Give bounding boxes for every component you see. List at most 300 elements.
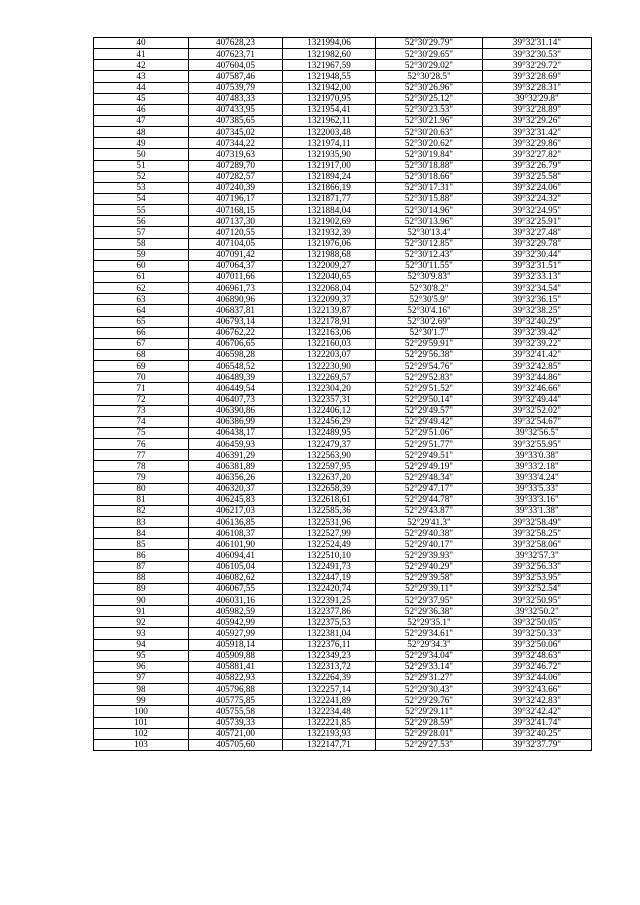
- latitude-cell: 52°29'52.83": [376, 372, 483, 383]
- point-number-cell: 102: [94, 728, 189, 739]
- longitude-cell: 39°32'54.67": [483, 416, 592, 427]
- table-row: [94, 494, 592, 505]
- longitude-cell: 39°32'40.25": [483, 728, 592, 739]
- latitude-cell: 52°30'29.79": [376, 38, 483, 49]
- longitude-cell: 39°32'42.85": [483, 361, 592, 372]
- longitude-cell: 39°32'50.95": [483, 595, 592, 606]
- latitude-cell: 52°30'21.96": [376, 115, 483, 126]
- point-number-cell: 63: [94, 294, 189, 305]
- longitude-cell: 39°32'56.5": [483, 427, 592, 438]
- point-number-cell: 81: [94, 494, 189, 505]
- longitude-cell: 39°32'29.72": [483, 60, 592, 71]
- x-coordinate-cell: 406793,14: [189, 316, 283, 327]
- table-row: [94, 205, 592, 216]
- table-row: [94, 60, 592, 71]
- latitude-cell: 52°30'29.02": [376, 60, 483, 71]
- y-coordinate-cell: 1322269,57: [283, 372, 376, 383]
- longitude-cell: 39°33'2.18": [483, 461, 592, 472]
- longitude-cell: 39°32'55.95": [483, 439, 592, 450]
- latitude-cell: 52°30'1.7": [376, 327, 483, 338]
- x-coordinate-cell: 405822,93: [189, 673, 283, 684]
- x-coordinate-cell: 407168,15: [189, 205, 283, 216]
- y-coordinate-cell: 1322234,48: [283, 706, 376, 717]
- y-coordinate-cell: 1321948,55: [283, 71, 376, 82]
- longitude-cell: 39°32'58.25": [483, 528, 592, 539]
- longitude-cell: 39°32'28.31": [483, 82, 592, 93]
- point-number-cell: 90: [94, 595, 189, 606]
- point-number-cell: 92: [94, 617, 189, 628]
- x-coordinate-cell: 406890,96: [189, 294, 283, 305]
- longitude-cell: 39°32'36.15": [483, 294, 592, 305]
- x-coordinate-cell: 406356,26: [189, 472, 283, 483]
- y-coordinate-cell: 1321994,06: [283, 38, 376, 49]
- y-coordinate-cell: 1322491,73: [283, 561, 376, 572]
- table-row: [94, 216, 592, 227]
- latitude-cell: 52°29'36.38": [376, 606, 483, 617]
- x-coordinate-cell: 406598,28: [189, 349, 283, 360]
- longitude-cell: 39°32'41.42": [483, 349, 592, 360]
- latitude-cell: 52°29'30.43": [376, 684, 483, 695]
- latitude-cell: 52°29'34.3": [376, 639, 483, 650]
- point-number-cell: 49: [94, 138, 189, 149]
- longitude-cell: 39°32'27.48": [483, 227, 592, 238]
- longitude-cell: 39°32'28.69": [483, 71, 592, 82]
- table-row: [94, 472, 592, 483]
- x-coordinate-cell: 406031,16: [189, 595, 283, 606]
- table-row: [94, 394, 592, 405]
- latitude-cell: 52°30'17.31": [376, 182, 483, 193]
- table-row: [94, 517, 592, 528]
- longitude-cell: 39°32'41.74": [483, 717, 592, 728]
- y-coordinate-cell: 1322357,31: [283, 394, 376, 405]
- x-coordinate-cell: 405927,99: [189, 628, 283, 639]
- latitude-cell: 52°29'48.34": [376, 472, 483, 483]
- point-number-cell: 98: [94, 684, 189, 695]
- y-coordinate-cell: 1321871,77: [283, 193, 376, 204]
- point-number-cell: 75: [94, 427, 189, 438]
- y-coordinate-cell: 1321976,06: [283, 238, 376, 249]
- longitude-cell: 39°32'24.32": [483, 193, 592, 204]
- table-row: [94, 539, 592, 550]
- y-coordinate-cell: 1322221,85: [283, 717, 376, 728]
- x-coordinate-cell: 405739,33: [189, 717, 283, 728]
- x-coordinate-cell: 407385,65: [189, 115, 283, 126]
- table-row: [94, 628, 592, 639]
- y-coordinate-cell: 1322406,12: [283, 405, 376, 416]
- point-number-cell: 82: [94, 505, 189, 516]
- table-row: [94, 728, 592, 739]
- latitude-cell: 52°29'51.06": [376, 427, 483, 438]
- table-row: [94, 483, 592, 494]
- y-coordinate-cell: 1322193,93: [283, 728, 376, 739]
- longitude-cell: 39°32'46.66": [483, 383, 592, 394]
- table-row: [94, 427, 592, 438]
- y-coordinate-cell: 1322230,90: [283, 361, 376, 372]
- y-coordinate-cell: 1322376,11: [283, 639, 376, 650]
- table-row: [94, 271, 592, 282]
- table-row: [94, 650, 592, 661]
- latitude-cell: 52°30'29.65": [376, 49, 483, 60]
- longitude-cell: 39°32'39.22": [483, 338, 592, 349]
- latitude-cell: 52°30'20.62": [376, 138, 483, 149]
- longitude-cell: 39°32'50.33": [483, 628, 592, 639]
- x-coordinate-cell: 407433,95: [189, 104, 283, 115]
- y-coordinate-cell: 1322531,96: [283, 517, 376, 528]
- longitude-cell: 39°32'52.54": [483, 583, 592, 594]
- y-coordinate-cell: 1321932,39: [283, 227, 376, 238]
- x-coordinate-cell: 406105,04: [189, 561, 283, 572]
- y-coordinate-cell: 1321962,11: [283, 115, 376, 126]
- x-coordinate-cell: 407628,23: [189, 38, 283, 49]
- point-number-cell: 103: [94, 739, 189, 750]
- x-coordinate-cell: 407623,71: [189, 49, 283, 60]
- table-row: [94, 160, 592, 171]
- x-coordinate-cell: 406217,03: [189, 505, 283, 516]
- latitude-cell: 52°29'28.01": [376, 728, 483, 739]
- point-number-cell: 64: [94, 305, 189, 316]
- x-coordinate-cell: 406548,52: [189, 361, 283, 372]
- x-coordinate-cell: 406136,85: [189, 517, 283, 528]
- latitude-cell: 52°30'9.83": [376, 271, 483, 282]
- point-number-cell: 42: [94, 60, 189, 71]
- y-coordinate-cell: 1322040,65: [283, 271, 376, 282]
- longitude-cell: 39°32'48.63": [483, 650, 592, 661]
- y-coordinate-cell: 1322178,91: [283, 316, 376, 327]
- y-coordinate-cell: 1322349,23: [283, 650, 376, 661]
- table-row: [94, 93, 592, 104]
- y-coordinate-cell: 1321988,68: [283, 249, 376, 260]
- y-coordinate-cell: 1322381,04: [283, 628, 376, 639]
- table-row: [94, 739, 592, 750]
- longitude-cell: 39°32'44.06": [483, 673, 592, 684]
- longitude-cell: 39°32'29.78": [483, 238, 592, 249]
- point-number-cell: 52: [94, 171, 189, 182]
- table-row: [94, 349, 592, 360]
- y-coordinate-cell: 1322203,07: [283, 349, 376, 360]
- x-coordinate-cell: 407539,79: [189, 82, 283, 93]
- table-row: [94, 294, 592, 305]
- latitude-cell: 52°30'18.66": [376, 171, 483, 182]
- latitude-cell: 52°29'33.14": [376, 661, 483, 672]
- x-coordinate-cell: 407137,30: [189, 216, 283, 227]
- x-coordinate-cell: 406390,86: [189, 405, 283, 416]
- y-coordinate-cell: 1322489,95: [283, 427, 376, 438]
- latitude-cell: 52°29'49.51": [376, 450, 483, 461]
- y-coordinate-cell: 1322377,86: [283, 606, 376, 617]
- table-row: [94, 617, 592, 628]
- x-coordinate-cell: 407289,70: [189, 160, 283, 171]
- x-coordinate-cell: 407344,22: [189, 138, 283, 149]
- y-coordinate-cell: 1321917,00: [283, 160, 376, 171]
- y-coordinate-cell: 1322479,37: [283, 439, 376, 450]
- longitude-cell: 39°32'58.06": [483, 539, 592, 550]
- longitude-cell: 39°32'49.44": [483, 394, 592, 405]
- point-number-cell: 87: [94, 561, 189, 572]
- x-coordinate-cell: 405909,88: [189, 650, 283, 661]
- y-coordinate-cell: 1321954,41: [283, 104, 376, 115]
- y-coordinate-cell: 1322068,04: [283, 283, 376, 294]
- table-row: [94, 149, 592, 160]
- table-row: [94, 439, 592, 450]
- x-coordinate-cell: 406449,54: [189, 383, 283, 394]
- y-coordinate-cell: 1322139,87: [283, 305, 376, 316]
- point-number-cell: 66: [94, 327, 189, 338]
- latitude-cell: 52°29'51.52": [376, 383, 483, 394]
- latitude-cell: 52°30'18.88": [376, 160, 483, 171]
- point-number-cell: 96: [94, 661, 189, 672]
- latitude-cell: 52°29'54.76": [376, 361, 483, 372]
- y-coordinate-cell: 1322304,20: [283, 383, 376, 394]
- latitude-cell: 52°29'40.17": [376, 539, 483, 550]
- latitude-cell: 52°29'50.14": [376, 394, 483, 405]
- point-number-cell: 97: [94, 673, 189, 684]
- point-number-cell: 94: [94, 639, 189, 650]
- x-coordinate-cell: 405881,41: [189, 661, 283, 672]
- longitude-cell: 39°32'29.8": [483, 93, 592, 104]
- longitude-cell: 39°32'34.54": [483, 283, 592, 294]
- x-coordinate-cell: 405796,88: [189, 684, 283, 695]
- latitude-cell: 52°30'5.9": [376, 294, 483, 305]
- table-row: [94, 305, 592, 316]
- latitude-cell: 52°29'51.77": [376, 439, 483, 450]
- x-coordinate-cell: 407196,17: [189, 193, 283, 204]
- table-row: [94, 706, 592, 717]
- table-row: [94, 528, 592, 539]
- latitude-cell: 52°29'49.42": [376, 416, 483, 427]
- longitude-cell: 39°32'29.26": [483, 115, 592, 126]
- y-coordinate-cell: 1322009,27: [283, 260, 376, 271]
- point-number-cell: 95: [94, 650, 189, 661]
- x-coordinate-cell: 406489,39: [189, 372, 283, 383]
- table-row: [94, 171, 592, 182]
- table-row: [94, 461, 592, 472]
- x-coordinate-cell: 407587,46: [189, 71, 283, 82]
- y-coordinate-cell: 1322163,06: [283, 327, 376, 338]
- point-number-cell: 85: [94, 539, 189, 550]
- point-number-cell: 70: [94, 372, 189, 383]
- x-coordinate-cell: 407120,55: [189, 227, 283, 238]
- longitude-cell: 39°32'26.79": [483, 160, 592, 171]
- x-coordinate-cell: 406391,29: [189, 450, 283, 461]
- table-row: [94, 283, 592, 294]
- x-coordinate-cell: 407345,02: [189, 127, 283, 138]
- y-coordinate-cell: 1322447,19: [283, 572, 376, 583]
- point-number-cell: 55: [94, 205, 189, 216]
- table-row: [94, 416, 592, 427]
- y-coordinate-cell: 1322375,53: [283, 617, 376, 628]
- longitude-cell: 39°32'58.49": [483, 517, 592, 528]
- longitude-cell: 39°32'30.53": [483, 49, 592, 60]
- longitude-cell: 39°32'24.95": [483, 205, 592, 216]
- table-row: [94, 193, 592, 204]
- point-number-cell: 45: [94, 93, 189, 104]
- longitude-cell: 39°32'52.02": [483, 405, 592, 416]
- y-coordinate-cell: 1322510,10: [283, 550, 376, 561]
- y-coordinate-cell: 1321982,60: [283, 49, 376, 60]
- table-row: [94, 316, 592, 327]
- point-number-cell: 71: [94, 383, 189, 394]
- coordinates-table: [93, 37, 592, 751]
- y-coordinate-cell: 1322597,95: [283, 461, 376, 472]
- longitude-cell: 39°32'40.29": [483, 316, 592, 327]
- y-coordinate-cell: 1322637,20: [283, 472, 376, 483]
- point-number-cell: 72: [94, 394, 189, 405]
- point-number-cell: 74: [94, 416, 189, 427]
- table-row: [94, 661, 592, 672]
- table-row: [94, 38, 592, 49]
- table-row: [94, 684, 592, 695]
- table-row: [94, 405, 592, 416]
- y-coordinate-cell: 1322257,14: [283, 684, 376, 695]
- table-row: [94, 695, 592, 706]
- x-coordinate-cell: 407240,39: [189, 182, 283, 193]
- x-coordinate-cell: 407091,42: [189, 249, 283, 260]
- latitude-cell: 52°29'40.38": [376, 528, 483, 539]
- y-coordinate-cell: 1321974,11: [283, 138, 376, 149]
- x-coordinate-cell: 406082,62: [189, 572, 283, 583]
- x-coordinate-cell: 407483,33: [189, 93, 283, 104]
- point-number-cell: 80: [94, 483, 189, 494]
- point-number-cell: 101: [94, 717, 189, 728]
- y-coordinate-cell: 1321970,95: [283, 93, 376, 104]
- latitude-cell: 52°30'25.12": [376, 93, 483, 104]
- x-coordinate-cell: 407064,37: [189, 260, 283, 271]
- longitude-cell: 39°32'38.25": [483, 305, 592, 316]
- longitude-cell: 39°32'25.58": [483, 171, 592, 182]
- point-number-cell: 83: [94, 517, 189, 528]
- y-coordinate-cell: 1321935,90: [283, 149, 376, 160]
- x-coordinate-cell: 407282,57: [189, 171, 283, 182]
- point-number-cell: 57: [94, 227, 189, 238]
- point-number-cell: 53: [94, 182, 189, 193]
- table-row: [94, 595, 592, 606]
- x-coordinate-cell: 405942,99: [189, 617, 283, 628]
- point-number-cell: 44: [94, 82, 189, 93]
- point-number-cell: 41: [94, 49, 189, 60]
- y-coordinate-cell: 1322658,39: [283, 483, 376, 494]
- latitude-cell: 52°29'49.19": [376, 461, 483, 472]
- x-coordinate-cell: 405721,00: [189, 728, 283, 739]
- x-coordinate-cell: 405705,60: [189, 739, 283, 750]
- x-coordinate-cell: 407604,05: [189, 60, 283, 71]
- table-row: [94, 361, 592, 372]
- longitude-cell: 39°32'44.86": [483, 372, 592, 383]
- longitude-cell: 39°32'53.95": [483, 572, 592, 583]
- longitude-cell: 39°32'43.66": [483, 684, 592, 695]
- latitude-cell: 52°29'39.93": [376, 550, 483, 561]
- latitude-cell: 52°30'4.16": [376, 305, 483, 316]
- x-coordinate-cell: 406386,99: [189, 416, 283, 427]
- latitude-cell: 52°29'39.58": [376, 572, 483, 583]
- x-coordinate-cell: 407104,05: [189, 238, 283, 249]
- y-coordinate-cell: 1322391,25: [283, 595, 376, 606]
- y-coordinate-cell: 1322147,71: [283, 739, 376, 750]
- y-coordinate-cell: 1322524,49: [283, 539, 376, 550]
- table-row: [94, 49, 592, 60]
- latitude-cell: 52°30'11.55": [376, 260, 483, 271]
- latitude-cell: 52°29'31.27": [376, 673, 483, 684]
- table-row: [94, 249, 592, 260]
- y-coordinate-cell: 1322003,48: [283, 127, 376, 138]
- latitude-cell: 52°29'59.91": [376, 338, 483, 349]
- latitude-cell: 52°30'14.96": [376, 205, 483, 216]
- longitude-cell: 39°32'42.83": [483, 695, 592, 706]
- table-row: [94, 71, 592, 82]
- x-coordinate-cell: 406407,73: [189, 394, 283, 405]
- point-number-cell: 40: [94, 38, 189, 49]
- table-row: [94, 115, 592, 126]
- point-number-cell: 91: [94, 606, 189, 617]
- table-row: [94, 606, 592, 617]
- latitude-cell: 52°29'37.95": [376, 595, 483, 606]
- x-coordinate-cell: 406459,93: [189, 439, 283, 450]
- x-coordinate-cell: 406101,90: [189, 539, 283, 550]
- longitude-cell: 39°32'50.2": [483, 606, 592, 617]
- table-row: [94, 550, 592, 561]
- y-coordinate-cell: 1321967,59: [283, 60, 376, 71]
- coordinates-table-body: [94, 38, 592, 751]
- table-row: [94, 138, 592, 149]
- point-number-cell: 78: [94, 461, 189, 472]
- latitude-cell: 52°29'28.59": [376, 717, 483, 728]
- latitude-cell: 52°29'39.11": [376, 583, 483, 594]
- point-number-cell: 86: [94, 550, 189, 561]
- table-row: [94, 561, 592, 572]
- longitude-cell: 39°33'4.24": [483, 472, 592, 483]
- latitude-cell: 52°30'26.96": [376, 82, 483, 93]
- table-row: [94, 583, 592, 594]
- latitude-cell: 52°30'19.84": [376, 149, 483, 160]
- latitude-cell: 52°29'29.11": [376, 706, 483, 717]
- longitude-cell: 39°32'37.79": [483, 739, 592, 750]
- y-coordinate-cell: 1322618,61: [283, 494, 376, 505]
- longitude-cell: 39°32'28.89": [483, 104, 592, 115]
- x-coordinate-cell: 406094,41: [189, 550, 283, 561]
- point-number-cell: 56: [94, 216, 189, 227]
- latitude-cell: 52°30'12.43": [376, 249, 483, 260]
- x-coordinate-cell: 407319,63: [189, 149, 283, 160]
- point-number-cell: 93: [94, 628, 189, 639]
- point-number-cell: 59: [94, 249, 189, 260]
- point-number-cell: 89: [94, 583, 189, 594]
- x-coordinate-cell: 406067,55: [189, 583, 283, 594]
- latitude-cell: 52°29'43.87": [376, 505, 483, 516]
- longitude-cell: 39°32'30.44": [483, 249, 592, 260]
- longitude-cell: 39°32'24.06": [483, 182, 592, 193]
- table-row: [94, 104, 592, 115]
- point-number-cell: 77: [94, 450, 189, 461]
- longitude-cell: 39°33'3.16": [483, 494, 592, 505]
- x-coordinate-cell: 405918,14: [189, 639, 283, 650]
- point-number-cell: 61: [94, 271, 189, 282]
- latitude-cell: 52°29'47.17": [376, 483, 483, 494]
- x-coordinate-cell: 406438,17: [189, 427, 283, 438]
- y-coordinate-cell: 1322099,37: [283, 294, 376, 305]
- latitude-cell: 52°29'56.38": [376, 349, 483, 360]
- latitude-cell: 52°29'41.3": [376, 517, 483, 528]
- longitude-cell: 39°32'31.14": [483, 38, 592, 49]
- point-number-cell: 46: [94, 104, 189, 115]
- latitude-cell: 52°29'34.04": [376, 650, 483, 661]
- latitude-cell: 52°30'20.63": [376, 127, 483, 138]
- latitude-cell: 52°29'40.29": [376, 561, 483, 572]
- table-row: [94, 572, 592, 583]
- longitude-cell: 39°32'31.42": [483, 127, 592, 138]
- longitude-cell: 39°32'27.82": [483, 149, 592, 160]
- table-row: [94, 327, 592, 338]
- table-row: [94, 717, 592, 728]
- latitude-cell: 52°30'8.2": [376, 283, 483, 294]
